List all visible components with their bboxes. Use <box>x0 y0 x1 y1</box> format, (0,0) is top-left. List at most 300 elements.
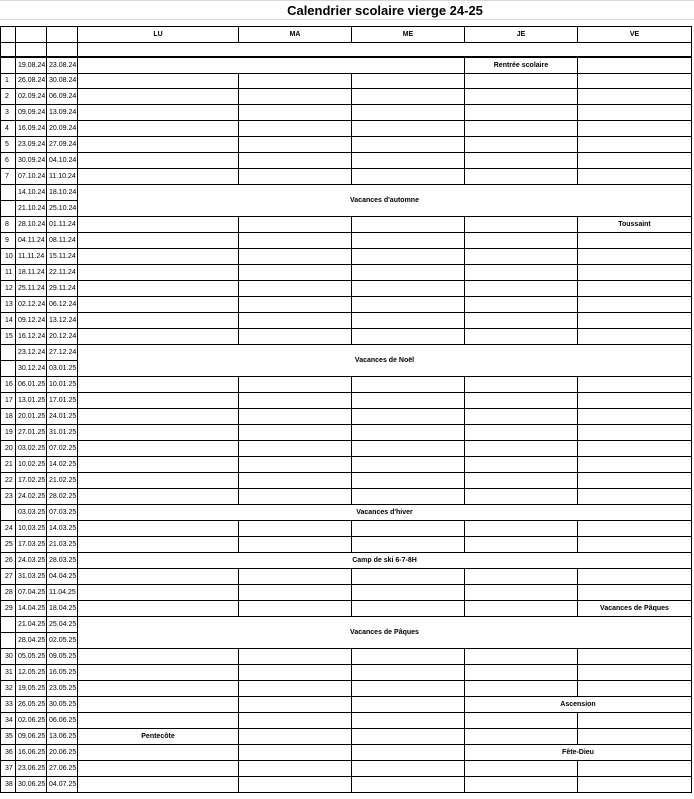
cell-je <box>465 681 578 697</box>
cell-ve <box>578 425 692 441</box>
cell-ve <box>578 521 692 537</box>
week-number-cell: 1 <box>0 73 16 89</box>
cell-ve <box>578 409 692 425</box>
cell-je: Rentrée scolaire <box>465 58 578 74</box>
cell-lu <box>78 73 239 89</box>
week-start-date-cell: 17.02.25 <box>16 473 47 489</box>
week-number-cell: 32 <box>0 681 16 697</box>
week-number-cell <box>0 185 16 201</box>
cell-ve <box>578 169 692 185</box>
cell-me <box>352 569 465 585</box>
table-row <box>0 425 692 441</box>
cell-lu <box>78 585 239 601</box>
table-row <box>0 169 692 185</box>
table-row <box>0 153 692 169</box>
table-row <box>0 457 692 473</box>
cell-lu <box>78 745 239 761</box>
cell-lu <box>78 377 239 393</box>
table-row <box>0 89 692 105</box>
week-number-cell: 2 <box>0 89 16 105</box>
week-end-date-cell: 15.11.24 <box>47 249 78 265</box>
week-end-date-cell: 13.06.25 <box>47 729 78 745</box>
week-start-date-cell: 09.09.24 <box>16 105 47 121</box>
week-number-cell: 5 <box>0 137 16 153</box>
cell-lu <box>78 233 239 249</box>
cell-me <box>352 169 465 185</box>
cell-ve <box>578 121 692 137</box>
cell-lu: Pentecôte <box>78 729 239 745</box>
week-end-date-cell: 04.04.25 <box>47 569 78 585</box>
week-end-date-cell: 21.02.25 <box>47 473 78 489</box>
table-row <box>0 249 692 265</box>
cell-ve <box>578 89 692 105</box>
week-number-cell: 21 <box>0 457 16 473</box>
week-end-date-cell: 07.03.25 <box>47 505 78 521</box>
week-number-cell: 11 <box>0 265 16 281</box>
cell-lu <box>78 569 239 585</box>
cell-ma <box>239 105 352 121</box>
cell-me <box>352 649 465 665</box>
cell-ve <box>578 105 692 121</box>
week-number-cell <box>0 345 16 361</box>
cell-ve <box>578 329 692 345</box>
cell-ma <box>239 425 352 441</box>
table-row <box>0 489 692 505</box>
cell-ma <box>239 409 352 425</box>
cell-je <box>465 313 578 329</box>
week-start-date-cell: 03.03.25 <box>16 505 47 521</box>
cell-ve <box>578 265 692 281</box>
blank-merged-cell <box>78 58 465 74</box>
week-start-date-cell: 07.10.24 <box>16 169 47 185</box>
cell-ma <box>239 233 352 249</box>
cell-ve <box>578 441 692 457</box>
header-to-cell <box>47 27 78 43</box>
cell-ve <box>578 377 692 393</box>
event-merged-cell: Fête-Dieu <box>465 745 692 761</box>
cell-ve <box>578 489 692 505</box>
table-row <box>0 57 692 74</box>
week-number-cell: 16 <box>0 377 16 393</box>
cell-lu <box>78 697 239 713</box>
cell-me <box>352 713 465 729</box>
cell-ve <box>578 713 692 729</box>
week-number-cell: 34 <box>0 713 16 729</box>
week-end-date-cell: 27.06.25 <box>47 761 78 777</box>
header-day-ma: MA <box>239 27 352 43</box>
cell-je <box>465 441 578 457</box>
table-row <box>0 73 692 89</box>
cell-ve: Toussaint <box>578 217 692 233</box>
cell-ve: Vacances de Pâques <box>578 601 692 617</box>
cell-me <box>352 745 465 761</box>
holiday-merged-cell: Vacances de Pâques <box>78 617 692 649</box>
cell-me <box>352 377 465 393</box>
cell-je <box>465 585 578 601</box>
cell-me <box>352 105 465 121</box>
week-number-cell: 23 <box>0 489 16 505</box>
cell-me <box>352 89 465 105</box>
week-number-cell: 28 <box>0 585 16 601</box>
cell-ve <box>578 297 692 313</box>
table-row <box>0 281 692 297</box>
week-number-cell: 37 <box>0 761 16 777</box>
cell-ve <box>578 665 692 681</box>
week-number-cell <box>0 201 16 217</box>
week-end-date-cell: 14.03.25 <box>47 521 78 537</box>
week-number-cell: 20 <box>0 441 16 457</box>
cell-ve <box>578 281 692 297</box>
cell-lu <box>78 329 239 345</box>
week-number-cell: 3 <box>0 105 16 121</box>
cell-lu <box>78 457 239 473</box>
cell-me <box>352 521 465 537</box>
cell-ma <box>239 665 352 681</box>
week-start-date-cell: 19.08.24 <box>16 58 47 74</box>
cell-je <box>465 393 578 409</box>
cell-ve <box>578 153 692 169</box>
week-end-date-cell: 11.10.24 <box>47 169 78 185</box>
table-row <box>0 713 692 729</box>
table-row <box>0 313 692 329</box>
week-number-cell: 36 <box>0 745 16 761</box>
cell-me <box>352 601 465 617</box>
cell-me <box>352 297 465 313</box>
table-row <box>0 537 692 553</box>
week-number-cell: 26 <box>0 553 16 569</box>
cell-ve <box>578 137 692 153</box>
cell-ma <box>239 153 352 169</box>
week-end-date-cell: 23.08.24 <box>47 58 78 74</box>
spacer-cell <box>47 42 78 57</box>
week-number-cell: 31 <box>0 665 16 681</box>
week-end-date-cell: 01.11.24 <box>47 217 78 233</box>
holiday-merged-cell: Vacances d'automne <box>78 185 692 217</box>
table-row <box>0 761 692 777</box>
week-number-cell: 14 <box>0 313 16 329</box>
cell-me <box>352 121 465 137</box>
cell-ma <box>239 265 352 281</box>
cell-lu <box>78 665 239 681</box>
event-merged-cell: Ascension <box>465 697 692 713</box>
header-from-cell <box>16 27 47 43</box>
cell-je <box>465 153 578 169</box>
cell-me <box>352 473 465 489</box>
cell-ma <box>239 745 352 761</box>
cell-ma <box>239 249 352 265</box>
cell-je <box>465 713 578 729</box>
spacer-cell <box>0 42 16 57</box>
cell-je <box>465 105 578 121</box>
table-row <box>0 217 692 233</box>
week-end-date-cell: 17.01.25 <box>47 393 78 409</box>
week-end-date-cell: 14.02.25 <box>47 457 78 473</box>
week-end-date-cell: 28.02.25 <box>47 489 78 505</box>
cell-me <box>352 393 465 409</box>
cell-lu <box>78 409 239 425</box>
cell-ve <box>578 585 692 601</box>
cell-je <box>465 169 578 185</box>
table-row <box>0 265 692 281</box>
table-row <box>0 121 692 137</box>
week-start-date-cell: 11.11.24 <box>16 249 47 265</box>
week-end-date-cell: 30.08.24 <box>47 73 78 89</box>
week-end-date-cell: 23.05.25 <box>47 681 78 697</box>
cell-lu <box>78 441 239 457</box>
cell-lu <box>78 537 239 553</box>
week-end-date-cell: 08.11.24 <box>47 233 78 249</box>
cell-ma <box>239 169 352 185</box>
table-row <box>0 297 692 313</box>
cell-ma <box>239 601 352 617</box>
cell-je <box>465 121 578 137</box>
cell-me <box>352 265 465 281</box>
cell-me <box>352 697 465 713</box>
cell-ve <box>578 777 692 793</box>
cell-lu <box>78 601 239 617</box>
cell-lu <box>78 425 239 441</box>
cell-ma <box>239 121 352 137</box>
cell-lu <box>78 297 239 313</box>
cell-je <box>465 665 578 681</box>
week-start-date-cell: 30.06.25 <box>16 777 47 793</box>
week-end-date-cell: 06.06.25 <box>47 713 78 729</box>
cell-ma <box>239 713 352 729</box>
cell-ve <box>578 681 692 697</box>
week-end-date-cell: 10.01.25 <box>47 377 78 393</box>
cell-me <box>352 217 465 233</box>
week-number-cell: 8 <box>0 217 16 233</box>
week-start-date-cell: 10.02.25 <box>16 457 47 473</box>
week-number-cell: 30 <box>0 649 16 665</box>
week-start-date-cell: 21.04.25 <box>16 617 47 633</box>
week-end-date-cell: 06.09.24 <box>47 89 78 105</box>
cell-ma <box>239 393 352 409</box>
week-number-cell: 29 <box>0 601 16 617</box>
week-start-date-cell: 21.10.24 <box>16 201 47 217</box>
cell-me <box>352 137 465 153</box>
cell-ve <box>578 58 692 74</box>
week-start-date-cell: 05.05.25 <box>16 649 47 665</box>
cell-lu <box>78 105 239 121</box>
week-start-date-cell: 16.09.24 <box>16 121 47 137</box>
header-row <box>0 26 692 43</box>
week-end-date-cell: 31.01.25 <box>47 425 78 441</box>
spacer-row <box>0 42 692 57</box>
cell-me <box>352 681 465 697</box>
week-end-date-cell: 06.12.24 <box>47 297 78 313</box>
cell-ma <box>239 313 352 329</box>
cell-lu <box>78 153 239 169</box>
cell-me <box>352 425 465 441</box>
cell-je <box>465 249 578 265</box>
week-number-cell: 25 <box>0 537 16 553</box>
cell-je <box>465 521 578 537</box>
cell-je <box>465 729 578 745</box>
cell-me <box>352 73 465 89</box>
week-start-date-cell: 30.09.24 <box>16 153 47 169</box>
week-number-cell <box>0 617 16 633</box>
week-number-cell: 12 <box>0 281 16 297</box>
week-end-date-cell: 07.02.25 <box>47 441 78 457</box>
cell-me <box>352 665 465 681</box>
week-number-cell: 35 <box>0 729 16 745</box>
week-end-date-cell: 16.05.25 <box>47 665 78 681</box>
table-row <box>0 777 692 793</box>
week-start-date-cell: 25.11.24 <box>16 281 47 297</box>
cell-je <box>465 761 578 777</box>
cell-je <box>465 137 578 153</box>
cell-ma <box>239 329 352 345</box>
week-start-date-cell: 28.04.25 <box>16 633 47 649</box>
week-end-date-cell: 29.11.24 <box>47 281 78 297</box>
cell-je <box>465 569 578 585</box>
cell-ma <box>239 681 352 697</box>
cell-lu <box>78 681 239 697</box>
week-number-cell: 38 <box>0 777 16 793</box>
cell-lu <box>78 169 239 185</box>
table-row <box>0 729 692 745</box>
cell-je <box>465 233 578 249</box>
week-start-date-cell: 31.03.25 <box>16 569 47 585</box>
week-end-date-cell: 02.05.25 <box>47 633 78 649</box>
cell-lu <box>78 249 239 265</box>
table-row <box>0 233 692 249</box>
week-number-cell: 18 <box>0 409 16 425</box>
week-end-date-cell: 22.11.24 <box>47 265 78 281</box>
cell-je <box>465 649 578 665</box>
cell-ve <box>578 569 692 585</box>
table-row <box>0 521 692 537</box>
cell-ma <box>239 697 352 713</box>
table-row <box>0 601 692 617</box>
week-number-cell <box>0 58 16 74</box>
week-end-date-cell: 03.01.25 <box>47 361 78 377</box>
cell-lu <box>78 313 239 329</box>
cell-lu <box>78 281 239 297</box>
week-end-date-cell: 11.04.25 <box>47 585 78 601</box>
cell-ve <box>578 761 692 777</box>
table-row <box>0 585 692 601</box>
page-title: Calendrier scolaire vierge 24-25 <box>287 3 483 18</box>
week-number-cell: 10 <box>0 249 16 265</box>
week-start-date-cell: 20.01.25 <box>16 409 47 425</box>
cell-ve <box>578 649 692 665</box>
spacer-cell <box>16 42 47 57</box>
week-end-date-cell: 21.03.25 <box>47 537 78 553</box>
cell-je <box>465 409 578 425</box>
cell-me <box>352 249 465 265</box>
cell-ma <box>239 649 352 665</box>
cell-lu <box>78 489 239 505</box>
cell-ma <box>239 585 352 601</box>
week-end-date-cell: 30.05.25 <box>47 697 78 713</box>
week-start-date-cell: 02.09.24 <box>16 89 47 105</box>
week-end-date-cell: 18.04.25 <box>47 601 78 617</box>
week-start-date-cell: 14.04.25 <box>16 601 47 617</box>
table-row <box>0 665 692 681</box>
week-number-cell: 33 <box>0 697 16 713</box>
week-number-cell <box>0 633 16 649</box>
cell-ma <box>239 217 352 233</box>
week-end-date-cell: 25.04.25 <box>47 617 78 633</box>
cell-ve <box>578 729 692 745</box>
cell-lu <box>78 265 239 281</box>
week-start-date-cell: 27.01.25 <box>16 425 47 441</box>
week-number-cell: 17 <box>0 393 16 409</box>
cell-je <box>465 457 578 473</box>
cell-lu <box>78 89 239 105</box>
cell-ma <box>239 729 352 745</box>
header-day-je: JE <box>465 27 578 43</box>
table-row <box>0 377 692 393</box>
table-row <box>0 409 692 425</box>
week-end-date-cell: 27.09.24 <box>47 137 78 153</box>
week-number-cell: 24 <box>0 521 16 537</box>
cell-je <box>465 489 578 505</box>
week-start-date-cell: 23.09.24 <box>16 137 47 153</box>
week-start-date-cell: 14.10.24 <box>16 185 47 201</box>
week-number-cell: 7 <box>0 169 16 185</box>
cell-je <box>465 217 578 233</box>
cell-ve <box>578 249 692 265</box>
week-number-cell: 4 <box>0 121 16 137</box>
header-day-ve: VE <box>578 27 692 43</box>
cell-ve <box>578 393 692 409</box>
cell-lu <box>78 393 239 409</box>
week-end-date-cell: 28.03.25 <box>47 553 78 569</box>
table-row <box>0 697 692 713</box>
table-row <box>0 473 692 489</box>
cell-me <box>352 537 465 553</box>
week-start-date-cell: 13.01.25 <box>16 393 47 409</box>
cell-me <box>352 153 465 169</box>
cell-me <box>352 489 465 505</box>
cell-me <box>352 585 465 601</box>
table-row <box>0 393 692 409</box>
week-start-date-cell: 12.05.25 <box>16 665 47 681</box>
cell-ma <box>239 537 352 553</box>
cell-me <box>352 329 465 345</box>
cell-ve <box>578 233 692 249</box>
week-start-date-cell: 24.03.25 <box>16 553 47 569</box>
week-number-cell: 27 <box>0 569 16 585</box>
week-end-date-cell: 20.09.24 <box>47 121 78 137</box>
week-start-date-cell: 03.02.25 <box>16 441 47 457</box>
cell-ve <box>578 537 692 553</box>
cell-ma <box>239 457 352 473</box>
week-end-date-cell: 13.12.24 <box>47 313 78 329</box>
week-start-date-cell: 09.06.25 <box>16 729 47 745</box>
week-start-date-cell: 28.10.24 <box>16 217 47 233</box>
week-end-date-cell: 24.01.25 <box>47 409 78 425</box>
week-number-cell: 15 <box>0 329 16 345</box>
cell-lu <box>78 521 239 537</box>
table-row <box>0 681 692 697</box>
cell-ma <box>239 281 352 297</box>
week-number-cell: 13 <box>0 297 16 313</box>
cell-me <box>352 777 465 793</box>
cell-lu <box>78 121 239 137</box>
table-row <box>0 137 692 153</box>
cell-lu <box>78 713 239 729</box>
header-num-cell <box>0 27 16 43</box>
cell-ma <box>239 473 352 489</box>
cell-lu <box>78 137 239 153</box>
cell-ma <box>239 569 352 585</box>
table-row <box>0 185 692 204</box>
cell-lu <box>78 473 239 489</box>
